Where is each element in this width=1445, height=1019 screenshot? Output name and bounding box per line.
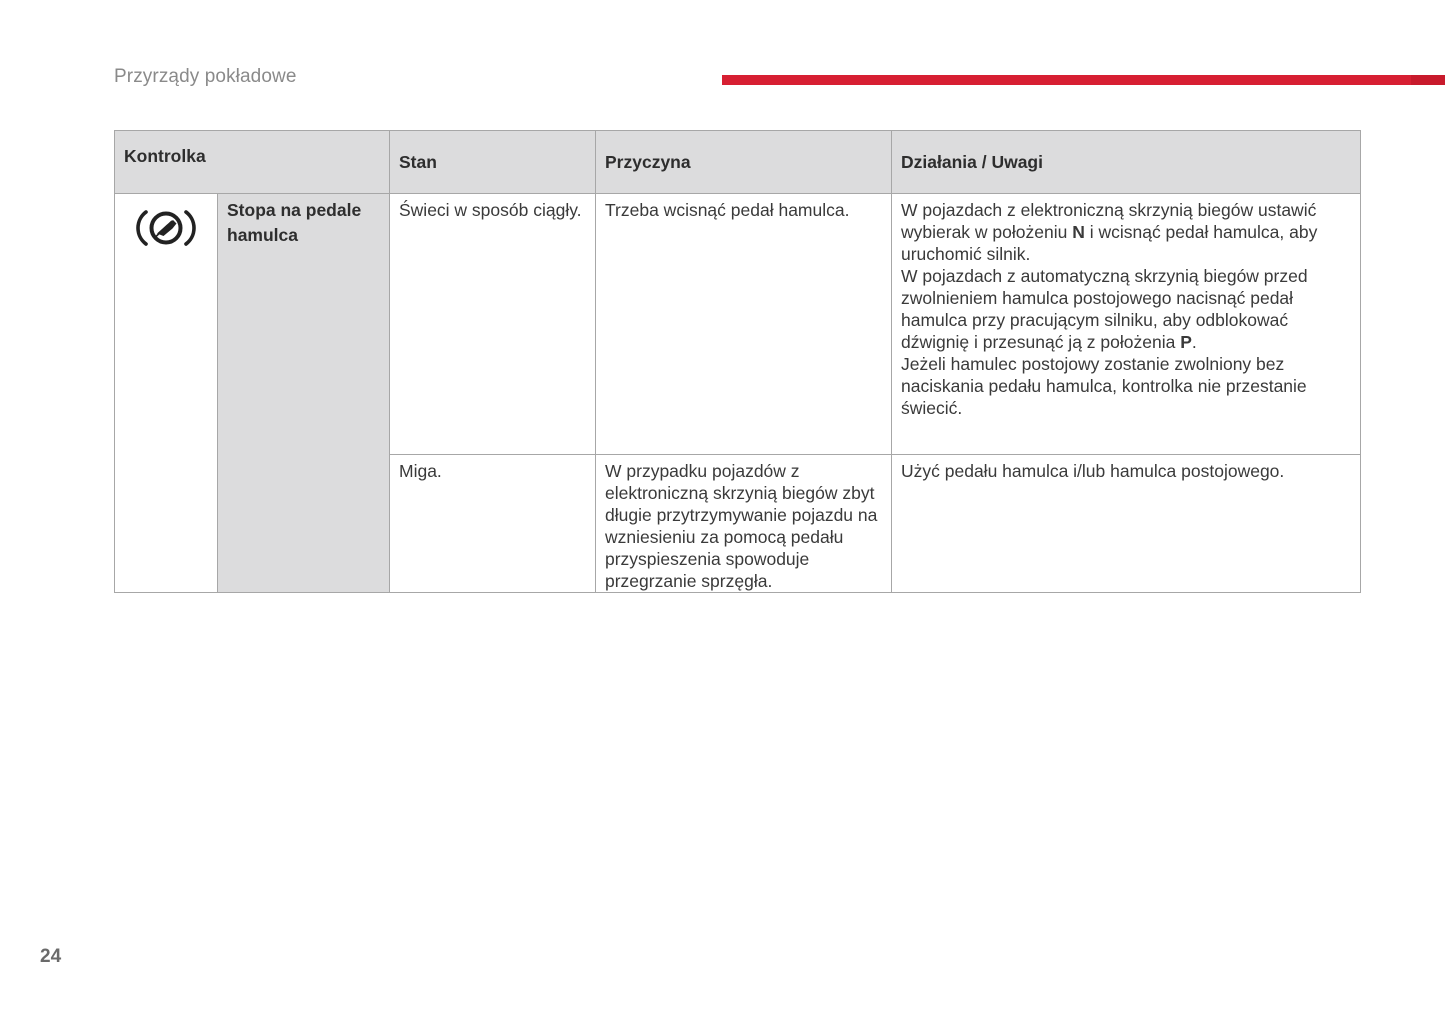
- dzialania-paragraph: W pojazdach z automatyczną skrzynią biegów przed zwolnieniem hamulca postojowego nacisnąć pedał hamulca przy pracującym silniku, aby odblokować dźwignię i przesunąć ją z położenia P.: [901, 266, 1308, 352]
- section-title: Przyrządy pokładowe: [114, 66, 297, 87]
- stan-cell: Świeci w sposób ciągły.: [390, 194, 596, 455]
- table-row: [115, 194, 1361, 455]
- przyczyna-cell: Trzeba wcisnąć pedał hamulca.: [596, 194, 892, 455]
- header-accent-bar-tip: [1411, 75, 1445, 85]
- stan-cell: Miga.: [390, 455, 596, 593]
- foot-on-brake-pedal-icon: [136, 234, 196, 254]
- indicator-name: Stopa na pedale hamulca: [218, 194, 390, 593]
- dzialania-paragraph: Jeżeli hamulec postojowy zostanie zwolniony bez naciskania pedału hamulca, kontrolka nie przestanie świecić.: [901, 354, 1307, 418]
- dzialania-cell: Użyć pedału hamulca i/lub hamulca postojowego.: [892, 455, 1361, 593]
- column-header-przyczyna: Przyczyna: [596, 131, 892, 194]
- column-header-dzialania: Działania / Uwagi: [892, 131, 1361, 194]
- indicator-icon-cell: [115, 194, 218, 593]
- header-accent-bar: [722, 75, 1445, 85]
- dzialania-paragraph: W pojazdach z elektroniczną skrzynią biegów ustawić wybierak w położeniu N i wcisnąć pedał hamulca, aby uruchomić silnik.: [901, 200, 1318, 264]
- przyczyna-cell: W przypadku pojazdów z elektroniczną skrzynią biegów zbyt długie przytrzymywanie pojazdu na wzniesieniu za pomocą pedału przyspieszenia spowoduje przegrzanie sprzęgła.: [596, 455, 892, 593]
- warning-lights-table: [114, 130, 1361, 593]
- dzialania-cell: [892, 194, 1361, 455]
- column-header-stan: Stan: [390, 131, 596, 194]
- table-header-row: [115, 131, 1361, 194]
- page-number: 24: [40, 946, 62, 967]
- column-header-kontrolka: Kontrolka: [115, 131, 390, 194]
